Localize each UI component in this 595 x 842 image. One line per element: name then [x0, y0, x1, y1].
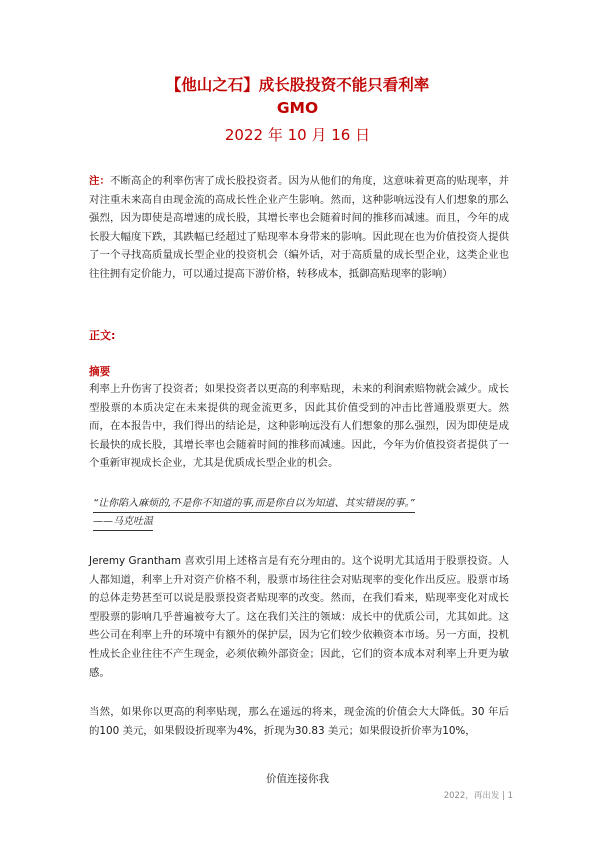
note-text: 不断高企的利率伤害了成长股投资者。因为从他们的角度，这意味着更高的贴现率，并对注重未来高自由现金流的高成长性企业产生影响。然而，这种影响远没有人们想象的那么强烈，因为即使是高增速的成长股，其增长率也会随着时间的推移而减速。而且，今年的成长股大幅度下跌，其跌幅已经超过了贴现率本身带来的影响。因此现在也为价值投资人提供了一个寻找高质量成长型企业的投资机会（编外话，对于高质量的成长型企业，这类企业也往往拥有定价能力，可以通过提高下游价格，转移成本，抵御高贴现率的影响） — [89, 175, 510, 280]
footer-page-number: 2022，再出发 | 1 — [443, 791, 513, 801]
document-date: 2022 年 10 月 16 日 — [224, 126, 371, 144]
body-paragraph: 当然，如果你以更高的利率贴现，那么在遥远的将来，现金流的价值会大大降低。30 年后的100 美元，如果假设折现率为4%，折现为30.83 美元；如果假设折价率为10%， — [89, 706, 509, 737]
document-source: GMO — [276, 99, 319, 117]
quote-author: ——马克吐温 — [93, 513, 153, 531]
document-title: 【他山之石】成长股投资不能只看利率 — [165, 76, 430, 94]
abstract-text: 利率上升伤害了投资者；如果投资者以更高的利率贴现，未来的利润索赔物就会减少。成长型股票的本质决定在未来提供的现金流更多，因此其价值受到的冲击比普通股票更大。然而，在本报告中，我们得出的结论是，这种影响远没有人们想象的那么强烈，因为即使是成长最快的成长股，其增长率也会随着时间的推移而减速。因此，今年为价值投资者提供了一个重新审视成长企业，尤其是优质成长型企业的机会。 — [89, 383, 509, 470]
body-paragraph: Jeremy Grantham 喜欢引用上述格言是有充分理由的。这个说明尤其适用于股票投资。人人都知道，利率上升对资产价格不利，股票市场往往会对贴现率的变化作出反应。股票市场的总体走势甚至可以说是股票投资者贴现率的改变。然而，在我们看来，贴现率变化对成长型股票的影响几乎普遍被夸大了。这在我们关注的领域：成长中的优质公司，尤其如此。这些公司在利率上升的环境中有额外的保护层，因为它们较少依赖资本市场。另一方面，投机性成长企业往往不产生现金，必须依赖外部资金；因此，它们的资本成本对利率上升更为敏感。 — [89, 555, 509, 679]
body-label: 正文: — [89, 329, 116, 342]
note-label: 注： — [89, 175, 111, 187]
abstract-label: 摘要 — [89, 366, 111, 378]
editor-note — [89, 172, 509, 284]
quote-text: “让你陷入麻烦的,不是你不知道的事,而是你自以为知道、其实错误的事。” — [93, 495, 415, 513]
epigraph-quote — [93, 495, 463, 531]
footer-slogan: 价值连接你我 — [266, 773, 329, 785]
